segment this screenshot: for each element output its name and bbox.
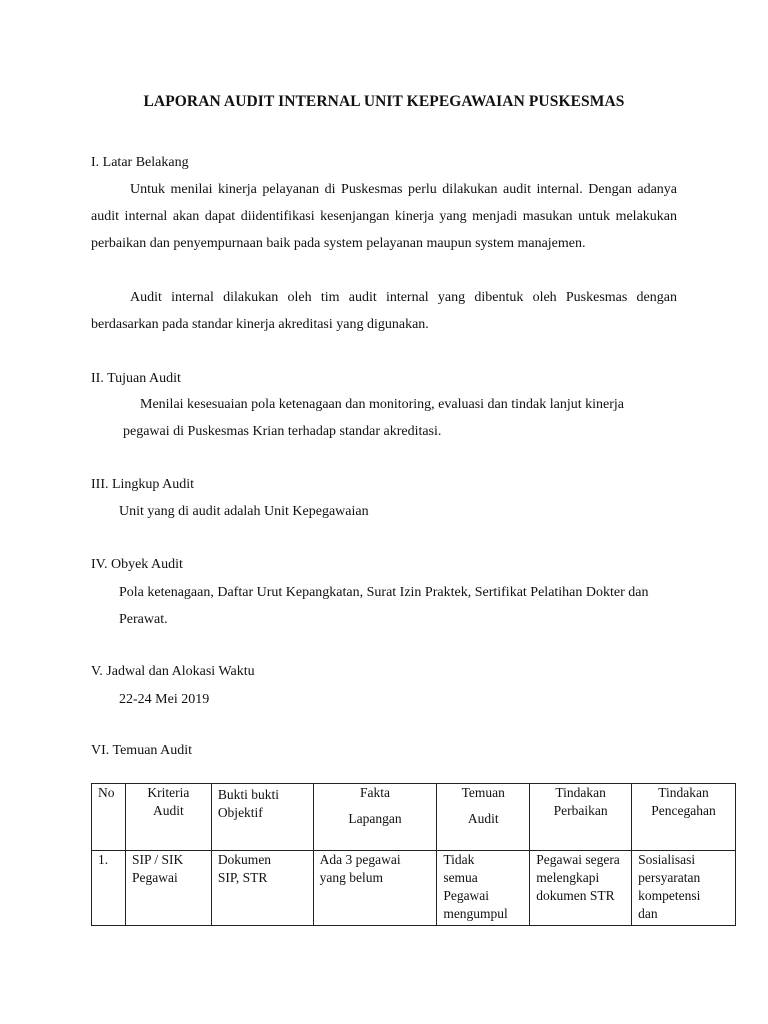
header-temuan-audit: Temuan Audit (437, 784, 530, 851)
section-heading-temuan-audit: VI. Temuan Audit (91, 743, 193, 758)
section-heading-lingkup-audit: III. Lingkup Audit (91, 477, 195, 492)
latar-belakang-paragraph-2: Audit internal dilakukan oleh tim audit internal yang dibentuk oleh Puskesmas dengan berdasarkan pada standar kinerja akreditasi yang digunakan. (91, 290, 677, 332)
jadwal-text: 22-24 Mei 2019 (119, 692, 210, 707)
cell-fakta: Ada 3 pegawai yang belum (313, 851, 437, 926)
header-tindakan-perbaikan: Tindakan Perbaikan (530, 784, 632, 851)
header-fakta-lapangan: Fakta Lapangan (313, 784, 437, 851)
section-heading-obyek-audit: IV. Obyek Audit (91, 557, 183, 572)
cell-perbaikan: Pegawai segera melengkapi dokumen STR (530, 851, 632, 926)
cell-temuan: Tidak semua Pegawai mengumpul (437, 851, 530, 926)
latar-belakang-paragraph-1: Untuk menilai kinerja pelayanan di Puskesmas perlu dilakukan audit internal. Dengan adanya audit internal akan dapat diidentifikasi kesenjangan kinerja yang menjadi masukan untuk melakukan perbaikan dan penyempurnaan baik pada system pelayanan maupun system manajemen. (91, 182, 677, 251)
table-row (92, 851, 736, 926)
header-kriteria-audit: Kriteria Audit (125, 784, 211, 851)
cell-pencegahan: Sosialisasi persyaratan kompetensi dan (632, 851, 736, 926)
section-heading-jadwal: V. Jadwal dan Alokasi Waktu (91, 664, 255, 679)
lingkup-audit-text: Unit yang di audit adalah Unit Kepegawaian (119, 504, 369, 519)
header-bukti-objektif: Bukti bukti Objektif (211, 784, 313, 851)
cell-kriteria: SIP / SIK Pegawai (125, 851, 211, 926)
obyek-audit-text: Pola ketenagaan, Daftar Urut Kepangkatan, Surat Izin Praktek, Sertifikat Pelatihan Dokter dan Perawat. (119, 585, 649, 627)
table-header-row (92, 784, 736, 851)
document-title: LAPORAN AUDIT INTERNAL UNIT KEPEGAWAIAN PUSKESMAS (143, 93, 625, 110)
section-heading-tujuan-audit: II. Tujuan Audit (91, 371, 181, 386)
header-tindakan-pencegahan: Tindakan Pencegahan (632, 784, 736, 851)
header-no: No (92, 784, 126, 851)
section-heading-latar-belakang: I. Latar Belakang (91, 155, 189, 170)
cell-no: 1. (92, 851, 126, 926)
tujuan-audit-text: Menilai kesesuaian pola ketenagaan dan monitoring, evaluasi dan tindak lanjut kinerja pegawai di Puskesmas Krian terhadap standar akreditasi. (123, 397, 625, 439)
temuan-audit-table (91, 783, 736, 926)
cell-bukti: Dokumen SIP, STR (211, 851, 313, 926)
